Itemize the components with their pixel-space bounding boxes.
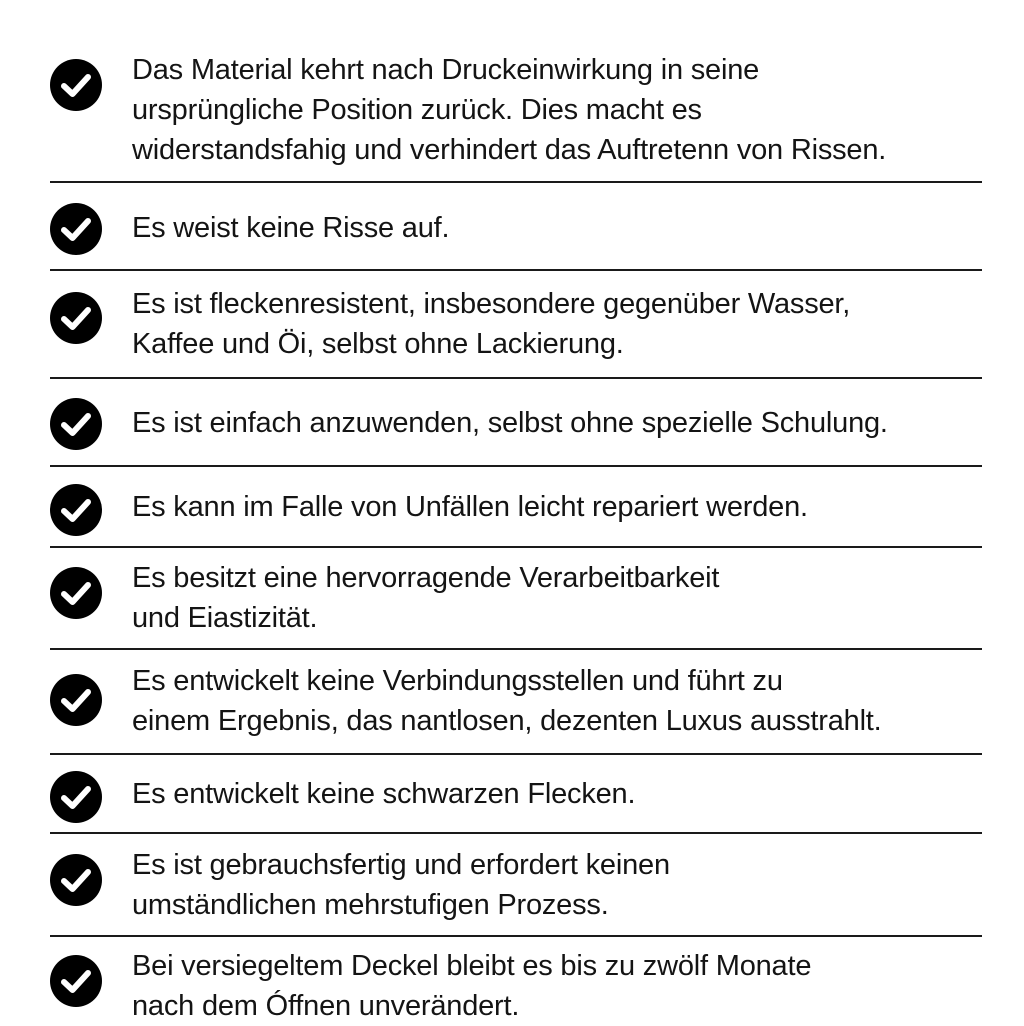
check-circle-icon — [50, 955, 102, 1007]
divider — [50, 181, 982, 183]
item-text-line: Es ist fleckenresistent, insbesondere gegenüber Wasser, — [132, 288, 851, 320]
item-text-line: Es entwickelt keine schwarzen Flecken. — [132, 778, 636, 810]
item-text — [132, 774, 1022, 814]
item-text-line: Es besitzt eine hervorragende Verarbeitbarkeit — [132, 562, 720, 594]
check-circle-icon — [50, 203, 102, 255]
check-circle-icon — [50, 854, 102, 906]
divider — [50, 832, 982, 834]
item-text-line: Es entwickelt keine Verbindungsstellen und führt zu — [132, 665, 783, 697]
item-text-line: Kaffee und Öi, selbst ohne Lackierung. — [132, 328, 624, 360]
item-text-line: Es kann im Falle von Unfällen leicht repariert werden. — [132, 491, 808, 523]
item-text — [132, 284, 1022, 364]
divider — [50, 753, 982, 755]
check-circle-icon — [50, 674, 102, 726]
check-circle-icon — [50, 59, 102, 111]
item-text-line: Bei versiegeltem Deckel bleibt es bis zu zwölf Monate — [132, 950, 812, 982]
divider — [50, 648, 982, 650]
check-circle-icon — [50, 292, 102, 344]
check-circle-icon — [50, 484, 102, 536]
divider — [50, 465, 982, 467]
divider — [50, 546, 982, 548]
item-text-line: widerstandsfahig und verhindert das Auftretenn von Rissen. — [132, 134, 887, 166]
item-text-line: nach dem Óffnen unverändert. — [132, 990, 520, 1022]
item-text-line: Das Material kehrt nach Druckeinwirkung in seine — [132, 54, 760, 86]
divider — [50, 377, 982, 379]
item-text — [132, 558, 1022, 638]
item-text — [132, 946, 1022, 1026]
check-circle-icon — [50, 398, 102, 450]
item-text-line: und Eiastizität. — [132, 602, 318, 634]
item-text-line: Es ist gebrauchsfertig und erfordert keinen — [132, 849, 670, 881]
item-text — [132, 208, 1022, 248]
item-text-line: einem Ergebnis, das nantlosen, dezenten Luxus ausstrahlt. — [132, 705, 882, 737]
check-circle-icon — [50, 567, 102, 619]
item-text — [132, 661, 1022, 741]
divider — [50, 269, 982, 271]
divider — [50, 935, 982, 937]
item-text-line: ursprüngliche Position zurück. Dies macht es — [132, 94, 702, 126]
item-text — [132, 403, 1022, 443]
item-text — [132, 50, 1022, 170]
item-text-line: Es weist keine Risse auf. — [132, 212, 450, 244]
item-text-line: Es ist einfach anzuwenden, selbst ohne spezielle Schulung. — [132, 407, 888, 439]
item-text — [132, 487, 1022, 527]
item-text — [132, 845, 1022, 925]
check-circle-icon — [50, 771, 102, 823]
item-text-line: umständlichen mehrstufigen Prozess. — [132, 889, 609, 921]
